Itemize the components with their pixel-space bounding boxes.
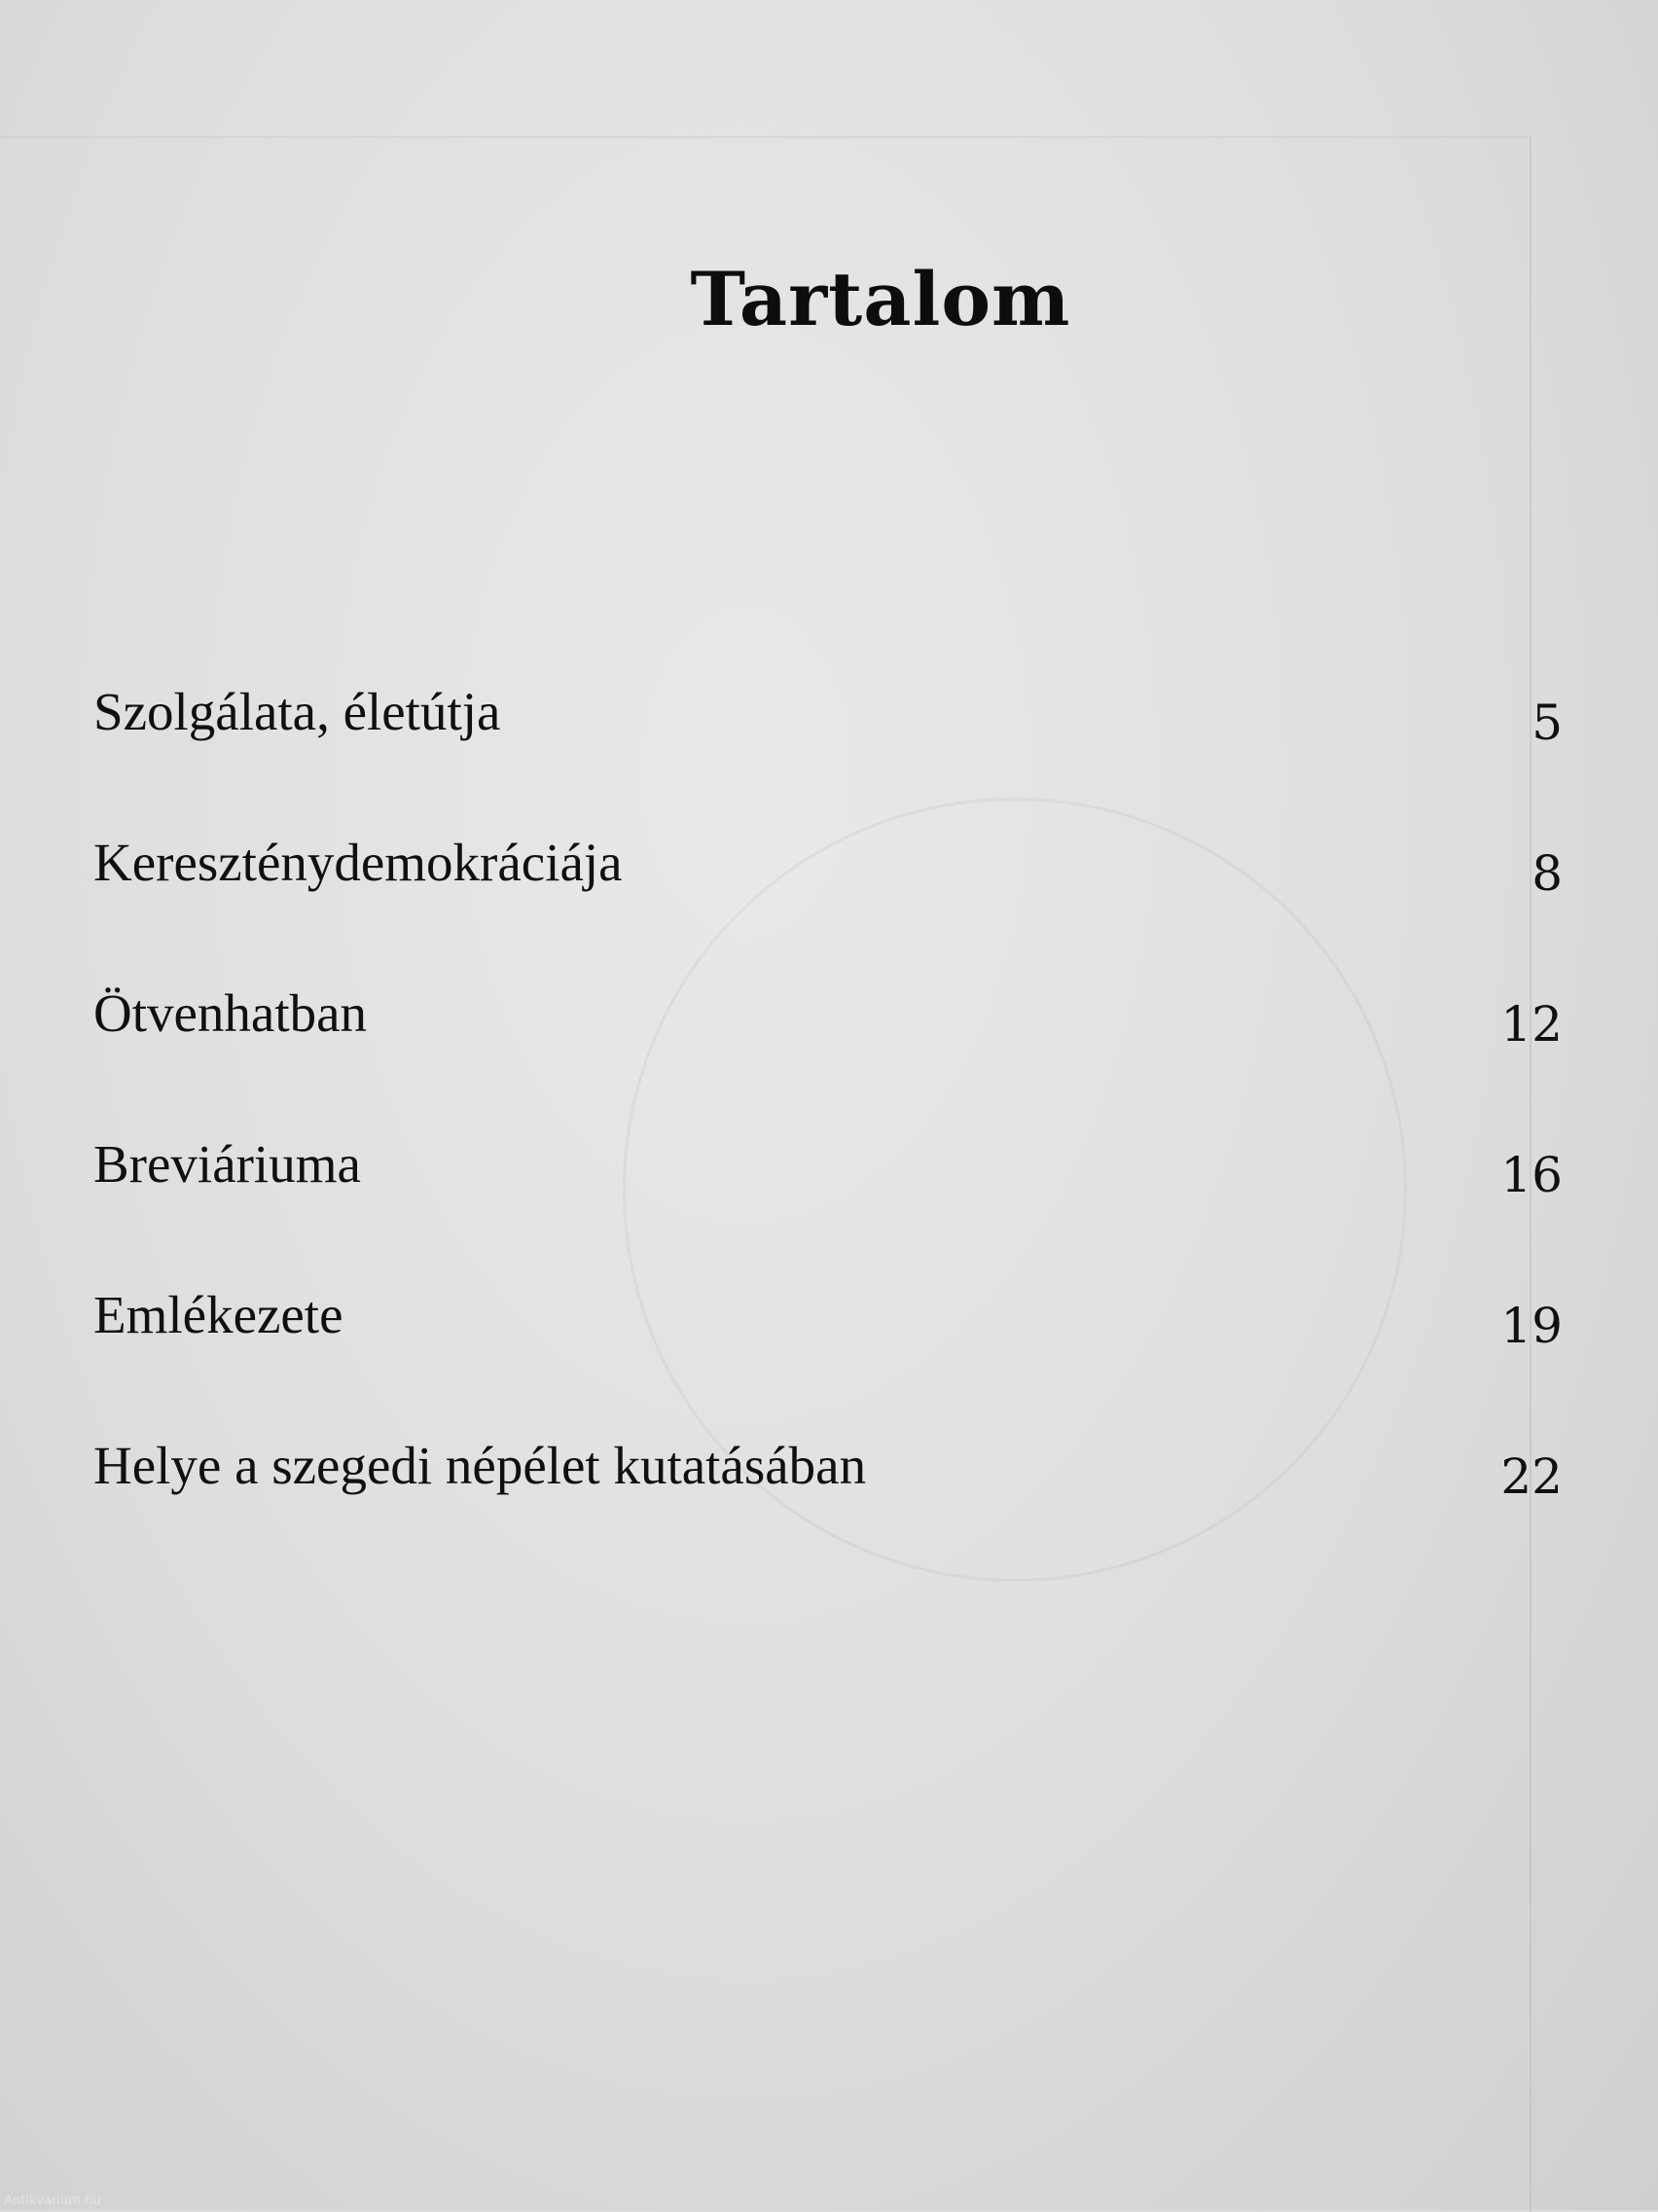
toc-entry-page-number: 5 [1532,695,1563,751]
toc-entry-page-number: 12 [1500,996,1563,1052]
toc-entry-page-number: 8 [1532,845,1563,902]
toc-entry-label: Breviáriuma [93,1134,361,1194]
table-of-contents [93,681,1563,1586]
toc-entry-2 [93,832,1563,982]
toc-entry-5 [93,1284,1563,1435]
toc-entry-page-number: 22 [1500,1448,1563,1505]
toc-entry-3 [93,982,1563,1133]
toc-entry-label: Kereszténydemokráciája [93,833,623,892]
toc-entry-6 [93,1435,1563,1586]
toc-entry-label: Helye a szegedi népélet kutatásában [93,1436,867,1495]
toc-entry-label: Ötvenhatban [93,983,368,1043]
watermark: Antikvarium.hu [4,2194,101,2208]
toc-entry-label: Emlékezete [93,1285,343,1344]
toc-entry-1 [93,681,1563,832]
toc-entry-label: Szolgálata, életútja [93,682,501,741]
toc-entry-page-number: 19 [1500,1298,1563,1354]
toc-entry-page-number: 16 [1500,1147,1563,1203]
page-title: Tartalom [690,255,1071,342]
toc-entry-4 [93,1133,1563,1284]
